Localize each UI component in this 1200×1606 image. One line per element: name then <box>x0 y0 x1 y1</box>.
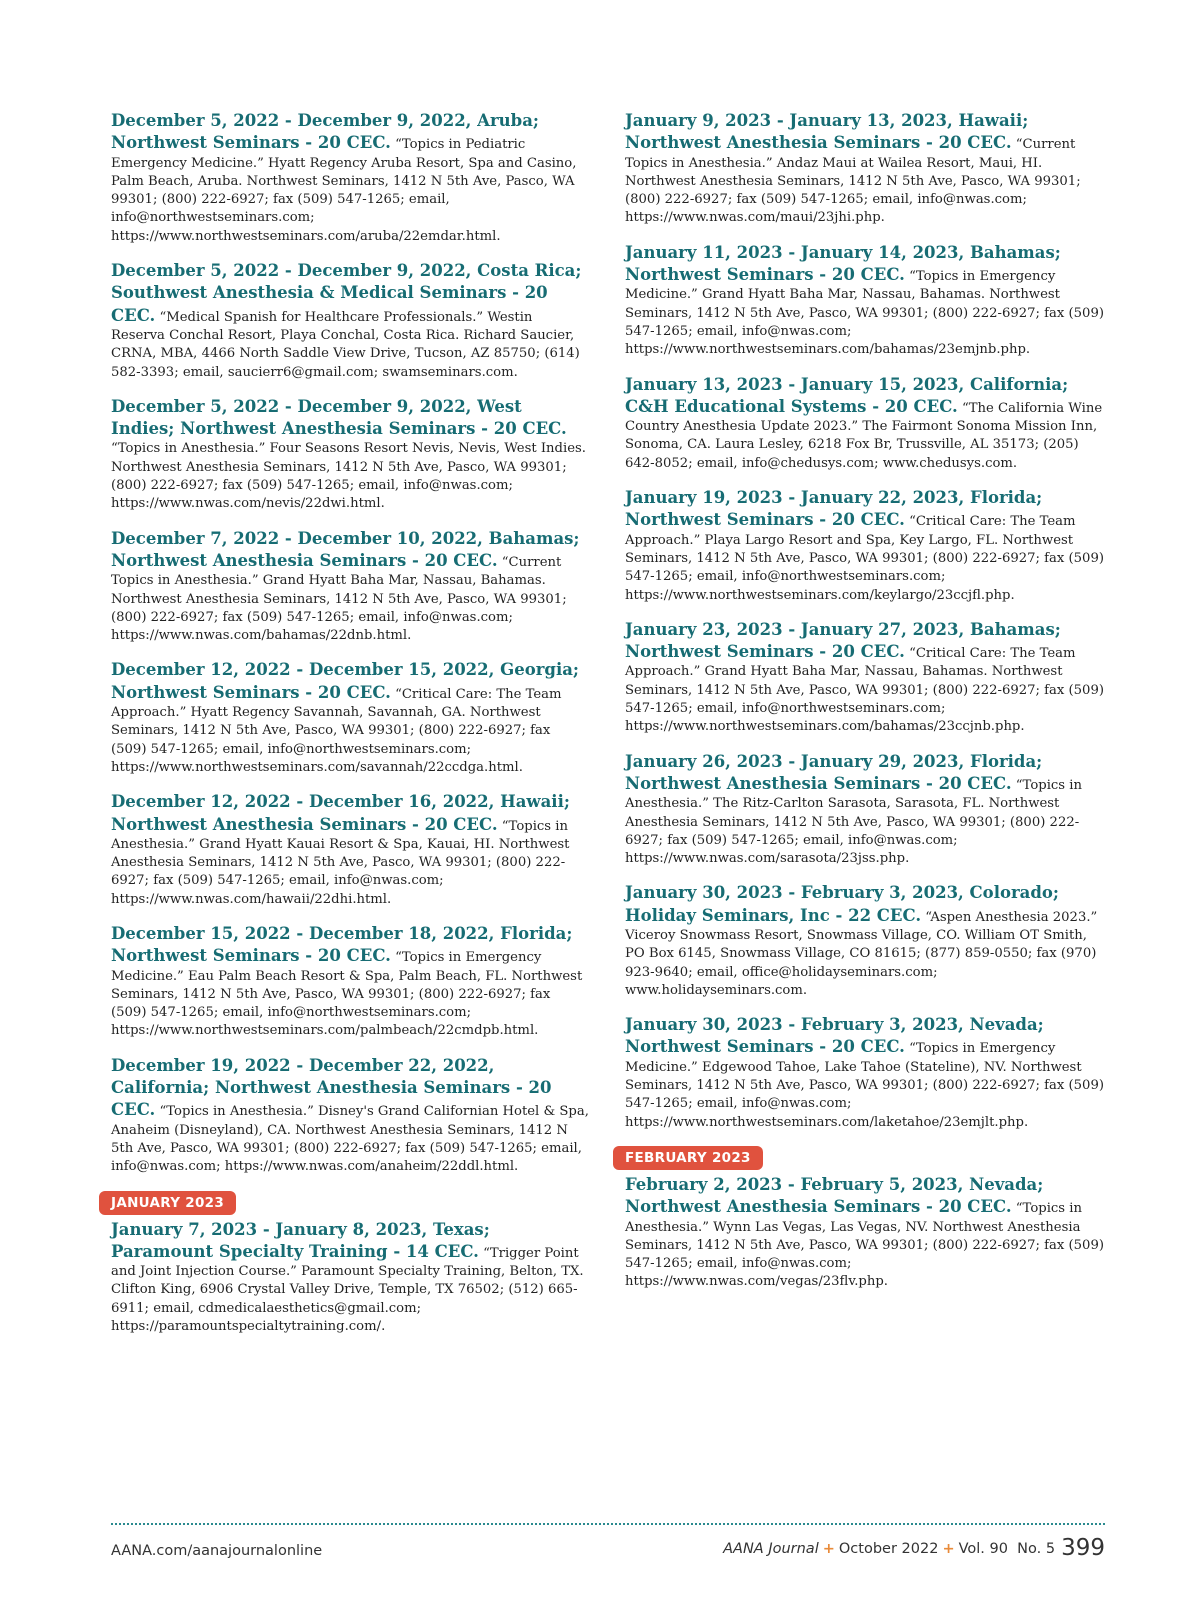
footer-website[interactable]: AANA.com/aanajournalonline <box>111 1543 323 1559</box>
event-heading: January 30, 2023 - February 3, 2023, Colorado; Holiday Seminars, Inc - 22 CEC. <box>625 883 1059 925</box>
event-listing <box>111 791 589 909</box>
event-listing <box>625 487 1105 605</box>
event-details: “Topics in Pediatric Emergency Medicine.” Hyatt Regency Aruba Resort, Spa and Casino, Palm Beach, Aruba. Northwest Seminars, 1412 N 5th Ave, Pasco, WA 99301; (800) 222-6927; fax (509) 547-1265; email, info@northwestseminars.com; https://www.northwestseminars.com/aruba/22emdar.html. <box>111 137 577 244</box>
event-heading: January 30, 2023 - February 3, 2023, Nevada; Northwest Seminars - 20 CEC. <box>625 1015 1044 1057</box>
volume-issue: Vol. 90 No. 5 <box>958 1541 1056 1557</box>
event-listing <box>111 396 589 514</box>
event-listing <box>625 110 1105 228</box>
event-listing <box>111 1219 589 1337</box>
event-listing <box>625 619 1105 737</box>
plus-icon: + <box>942 1541 955 1557</box>
event-heading: January 23, 2023 - January 27, 2023, Bahamas; Northwest Seminars - 20 CEC. <box>625 619 1061 662</box>
footer-citation <box>723 1533 1105 1559</box>
event-heading: January 11, 2023 - January 14, 2023, Bahamas; Northwest Seminars - 20 CEC. <box>625 242 1061 285</box>
event-listing <box>625 882 1105 1000</box>
event-listing <box>625 374 1105 473</box>
event-listing <box>625 751 1105 869</box>
event-listing <box>111 260 589 382</box>
event-listing <box>111 528 589 646</box>
right-column <box>625 110 1105 1306</box>
event-heading: January 26, 2023 - January 29, 2023, Florida; Northwest Anesthesia Seminars - 20 CEC. <box>625 751 1043 793</box>
event-details: “Topics in Emergency Medicine.” Eau Palm Beach Resort & Spa, Palm Beach, FL. Northwest Seminars, 1412 N 5th Ave, Pasco, WA 99301; (800) 222-6927; fax (509) 547-1265; email, info@northwestseminars.com; https://www.northwestseminars.com/palmbeach/22cmdpb.html. <box>111 950 583 1039</box>
footer-divider <box>111 1523 1105 1525</box>
event-heading: February 2, 2023 - February 5, 2023, Nevada; Northwest Anesthesia Seminars - 20 CEC. <box>625 1174 1044 1217</box>
page-number: 399 <box>1061 1535 1105 1561</box>
event-heading: January 9, 2023 - January 13, 2023, Hawaii; Northwest Anesthesia Seminars - 20 CEC. <box>625 111 1029 153</box>
event-details: “Topics in Anesthesia.” Wynn Las Vegas, Las Vegas, NV. Northwest Anesthesia Seminars, 1412 N 5th Ave, Pasco, WA 99301; (800) 222-6927; fax (509) 547-1265; email, info@nwas.com; https://www.nwas.com/vegas/23flv.php. <box>625 1201 1104 1290</box>
event-heading: December 12, 2022 - December 16, 2022, Hawaii; Northwest Anesthesia Seminars - 20 CEC. <box>111 792 570 834</box>
event-details: “Topics in Anesthesia.” Disney's Grand Californian Hotel & Spa, Anaheim (Disneyland), CA. Northwest Anesthesia Seminars, 1412 N 5th Ave, Pasco, WA 99301; (800) 222-6927; fax (509) 547-1265; email, info@nwas.com; https://www.nwas.com/anaheim/22ddl.html. <box>111 1104 589 1175</box>
month-badge: JANUARY 2023 <box>99 1191 236 1215</box>
event-listing <box>625 1014 1105 1132</box>
event-heading: January 19, 2023 - January 22, 2023, Florida; Northwest Seminars - 20 CEC. <box>625 488 1043 530</box>
event-details: “Aspen Anesthesia 2023.” Viceroy Snowmass Resort, Snowmass Village, CO. William OT Smith, PO Box 6145, Snowmass Village, CO 81615; (877) 859-0550; fax (970) 923-9640; email, office@holidayseminars.com; www.holidayseminars.com. <box>625 909 1098 998</box>
event-heading: December 12, 2022 - December 15, 2022, Georgia; Northwest Seminars - 20 CEC. <box>111 660 580 702</box>
event-details: “Medical Spanish for Healthcare Professionals.” Westin Reserva Conchal Resort, Playa Conchal, Costa Rica. Richard Saucier, CRNA, MBA, 4466 North Saddle View Drive, Tucson, AZ 85750; (614) 582-3393; email, saucierr6@gmail.com; swamseminars.com. <box>111 309 580 380</box>
event-listing <box>625 242 1105 360</box>
event-details: “Topics in Anesthesia.” Grand Hyatt Kauai Resort & Spa, Kauai, HI. Northwest Anesthesia Seminars, 1412 N 5th Ave, Pasco, WA 99301; (800) 222-6927; fax (509) 547-1265; email, info@nwas.com; https://www.nwas.com/hawaii/22dhi.html. <box>111 818 570 907</box>
event-heading: December 7, 2022 - December 10, 2022, Bahamas; Northwest Anesthesia Seminars - 20 CEC. <box>111 528 580 570</box>
event-listing <box>111 110 589 246</box>
plus-icon: + <box>822 1541 835 1557</box>
event-details: “The California Wine Country Anesthesia Update 2023.” The Fairmont Sonoma Mission Inn, Sonoma, CA. Laura Lesley, 6218 Fox Br, Trussville, AL 35173; (205) 642-8052; email, info@chedusys.com; www.chedusys.com. <box>625 400 1103 471</box>
event-details: “Topics in Emergency Medicine.” Edgewood Tahoe, Lake Tahoe (Stateline), NV. Northwest Seminars, 1412 N 5th Ave, Pasco, WA 99301; (800) 222-6927; fax (509) 547-1265; email, info@nwas.com; https://www.northwestseminars.com/laketahoe/23emjlt.php. <box>625 1041 1104 1130</box>
event-details: “Critical Care: The Team Approach.” Playa Largo Resort and Spa, Key Largo, FL. Northwest Seminars, 1412 N 5th Ave, Pasco, WA 99301; (800) 222-6927; fax (509) 547-1265; email, info@northwestseminars.com; https://www.northwestseminars.com/keylargo/23ccjfl.php. <box>625 514 1104 603</box>
event-heading: December 15, 2022 - December 18, 2022, Florida; Northwest Seminars - 20 CEC. <box>111 923 573 966</box>
left-column <box>111 110 589 1350</box>
event-heading: December 5, 2022 - December 9, 2022, Aruba; Northwest Seminars - 20 CEC. <box>111 111 539 153</box>
event-listing <box>111 923 589 1041</box>
event-listing <box>625 1174 1105 1292</box>
event-details: “Trigger Point and Joint Injection Course.” Paramount Specialty Training, Belton, TX. Clifton King, 6906 Crystal Valley Drive, Temple, TX 76502; (512) 665-6911; email, cdmedicalaesthetics@gmail.com; https://paramountspecialtytraining.com/. <box>111 1245 584 1335</box>
event-heading: January 13, 2023 - January 15, 2023, California; C&H Educational Systems - 20 CEC. <box>625 374 1069 416</box>
event-details: “Topics in Anesthesia.” The Ritz-Carlton Sarasota, Sarasota, FL. Northwest Anesthesia Seminars, 1412 N 5th Ave, Pasco, WA 99301; (800) 222-6927; fax (509) 547-1265; email, info@nwas.com; https://www.nwas.com/sarasota/23jss.php. <box>625 777 1082 867</box>
event-listing <box>111 659 589 777</box>
journal-name: AANA Journal <box>723 1541 819 1557</box>
event-listing <box>111 1055 589 1177</box>
event-details: “Critical Care: The Team Approach.” Grand Hyatt Baha Mar, Nassau, Bahamas. Northwest Seminars, 1412 N 5th Ave, Pasco, WA 99301; (800) 222-6927; fax (509) 547-1265; email, info@northwestseminars.com; https://www.northwestseminars.com/bahamas/23ccjnb.php. <box>625 646 1104 735</box>
month-badge: FEBRUARY 2023 <box>613 1146 763 1170</box>
event-details: “Current Topics in Anesthesia.” Andaz Maui at Wailea Resort, Maui, HI. Northwest Anesthesia Seminars, 1412 N 5th Ave, Pasco, WA 99301; (800) 222-6927; fax (509) 547-1265; email, info@nwas.com; https://www.nwas.com/maui/23jhi.php. <box>625 137 1081 226</box>
issue-date: October 2022 <box>838 1541 939 1557</box>
event-details: “Topics in Anesthesia.” Four Seasons Resort Nevis, Nevis, West Indies. Northwest Anesthesia Seminars, 1412 N 5th Ave, Pasco, WA 99301; (800) 222-6927; fax (509) 547-1265; email, info@nwas.com; https://www.nwas.com/nevis/22dwi.html. <box>111 441 586 512</box>
event-heading: January 7, 2023 - January 8, 2023, Texas; Paramount Specialty Training - 14 CEC. <box>111 1219 490 1261</box>
event-details: “Current Topics in Anesthesia.” Grand Hyatt Baha Mar, Nassau, Bahamas. Northwest Anesthesia Seminars, 1412 N 5th Ave, Pasco, WA 99301; (800) 222-6927; fax (509) 547-1265; email, info@nwas.com; https://www.nwas.com/bahamas/22dnb.html. <box>111 554 567 644</box>
event-heading: December 19, 2022 - December 22, 2022, California; Northwest Anesthesia Seminars - 20 CEC. <box>111 1055 552 1120</box>
event-heading: December 5, 2022 - December 9, 2022, West Indies; Northwest Anesthesia Seminars - 20 CEC. <box>111 396 567 439</box>
event-details: “Critical Care: The Team Approach.” Hyatt Regency Savannah, Savannah, GA. Northwest Seminars, 1412 N 5th Ave, Pasco, WA 99301; (800) 222-6927; fax (509) 547-1265; email, info@northwestseminars.com; https://www.northwestseminars.com/savannah/22ccdga.html. <box>111 686 562 775</box>
event-details: “Topics in Emergency Medicine.” Grand Hyatt Baha Mar, Nassau, Bahamas. Northwest Seminars, 1412 N 5th Ave, Pasco, WA 99301; (800) 222-6927; fax (509) 547-1265; email, info@nwas.com; https://www.northwestseminars.com/bahamas/23emjnb.php. <box>625 269 1104 358</box>
event-heading: December 5, 2022 - December 9, 2022, Costa Rica; Southwest Anesthesia & Medical Seminars - 20 CEC. <box>111 261 582 325</box>
